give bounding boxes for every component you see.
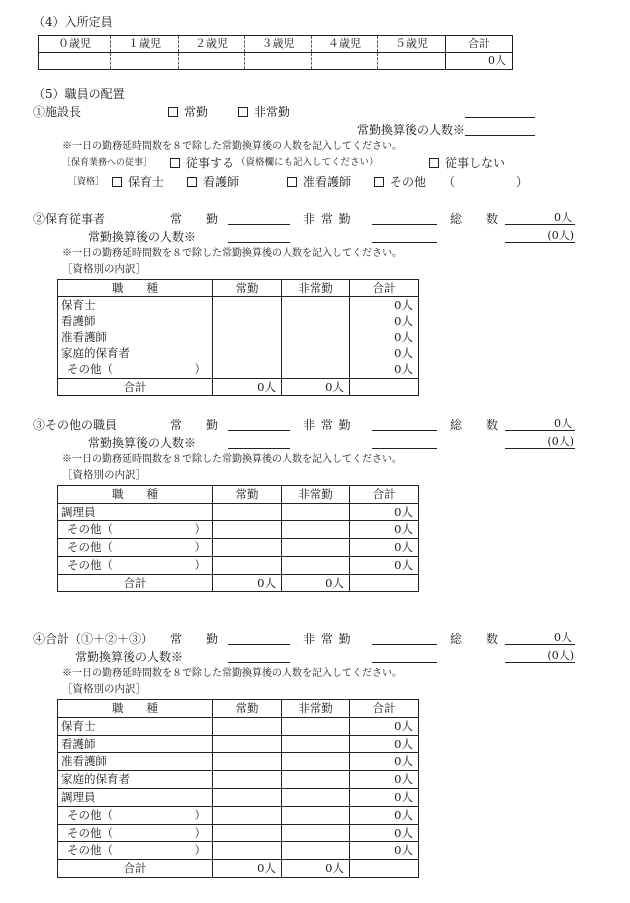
fte-note: ※一日の勤務延時間数を８で除した常勤換算後の人数を記入してください。 <box>62 668 402 679</box>
row-total-cell: 0人 <box>350 297 419 314</box>
row-total-cell: 0人 <box>350 556 419 574</box>
option-label: 常勤 <box>184 105 209 119</box>
col-header-job-type: 職 種 <box>58 280 213 297</box>
parttime-count-cell[interactable] <box>282 503 350 521</box>
capacity-header-age3: ３歳児 <box>245 36 312 53</box>
fulltime-count-cell[interactable] <box>213 806 282 824</box>
table-total-row <box>58 574 419 592</box>
row-total-cell: 0人 <box>350 345 419 361</box>
table-row <box>58 345 419 361</box>
fulltime-label: 常 勤 <box>170 418 219 432</box>
option-label: 准看護師 <box>303 175 352 189</box>
sum-label: 総 数 <box>450 418 499 432</box>
job-type-cell[interactable] <box>58 361 213 378</box>
fulltime-count-field[interactable] <box>228 632 290 645</box>
sum-fte-value: (0人) <box>547 229 574 242</box>
parttime-count-cell[interactable] <box>282 521 350 539</box>
job-type-label: その他（ <box>67 522 113 537</box>
checkbox[interactable] <box>112 177 122 187</box>
qualification-option-assistant-nurse[interactable] <box>287 175 351 189</box>
job-type-cell[interactable] <box>58 521 213 539</box>
sum-fte-field <box>505 436 575 449</box>
job-type-close-paren: ） <box>194 825 206 840</box>
fulltime-count-cell[interactable] <box>213 717 282 735</box>
row-total-cell: 0人 <box>350 717 419 735</box>
job-type-label: 看護師 <box>61 736 96 751</box>
capacity-input-age1[interactable] <box>111 53 179 70</box>
parttime-count-cell[interactable] <box>282 329 350 345</box>
fte-label: 常勤換算後の人数※ <box>75 650 184 664</box>
total-staff-section <box>0 631 630 876</box>
fulltime-count-cell[interactable] <box>213 539 282 557</box>
job-type-cell <box>58 735 213 753</box>
job-type-close-paren: ） <box>194 522 206 537</box>
sum-fte-value: (0人) <box>547 435 574 448</box>
col-header-job-type: 職 種 <box>58 486 213 504</box>
total-row-label: 合計 <box>58 574 213 592</box>
table-total-row <box>58 860 419 878</box>
capacity-header-age5: ５歳児 <box>378 36 446 53</box>
option-label: 非常勤 <box>254 105 291 119</box>
table-row <box>58 361 419 378</box>
parttime-count-cell[interactable] <box>282 753 350 771</box>
parttime-fte-field[interactable] <box>372 230 437 243</box>
fulltime-label: 常 勤 <box>170 212 219 226</box>
job-type-label: 調理員 <box>61 504 96 519</box>
total-fulltime-cell: 0人 <box>213 860 282 878</box>
job-type-label: 保育士 <box>61 298 96 313</box>
total-parttime-cell: 0人 <box>282 378 350 395</box>
table-row <box>58 717 419 735</box>
fte-note: ※一日の勤務延時間数を８で除した常勤換算後の人数を記入してください。 <box>62 454 402 465</box>
parttime-count-cell[interactable] <box>282 361 350 378</box>
col-header-fulltime: 常勤 <box>213 486 282 504</box>
row-total-cell: 0人 <box>350 503 419 521</box>
fulltime-count-cell[interactable] <box>213 503 282 521</box>
job-type-label: その他（ <box>67 540 113 555</box>
qualification-option-other[interactable] <box>374 175 426 189</box>
table-row <box>58 806 419 824</box>
checkbox[interactable] <box>170 158 180 168</box>
breakdown-label: ［資格別の内訳］ <box>62 683 146 695</box>
option-label: 従事する <box>186 156 235 170</box>
breakdown-label: ［資格別の内訳］ <box>62 469 146 481</box>
col-header-parttime: 非常勤 <box>282 700 350 718</box>
sum-count-field <box>505 212 575 225</box>
job-type-cell <box>58 717 213 735</box>
director-fte-field[interactable] <box>465 123 535 136</box>
capacity-input-age5[interactable] <box>378 53 446 70</box>
table-row <box>58 503 419 521</box>
row-total-cell: 0人 <box>350 753 419 771</box>
job-type-close-paren: ） <box>194 540 206 555</box>
table-row <box>58 556 419 574</box>
job-type-close-paren: ） <box>194 557 206 572</box>
sum-count-field <box>505 418 575 431</box>
capacity-input-age3[interactable] <box>245 53 312 70</box>
director-fte-label: 常勤換算後の人数※ <box>357 123 466 137</box>
row-total-cell: 0人 <box>350 788 419 806</box>
job-type-cell <box>58 753 213 771</box>
col-header-total: 合計 <box>350 700 419 718</box>
table-row <box>58 842 419 860</box>
total-title: ④合計（①＋②＋③） <box>33 632 154 646</box>
parttime-fte-field[interactable] <box>372 436 437 449</box>
col-header-parttime: 非常勤 <box>282 280 350 297</box>
fulltime-count-field[interactable] <box>228 212 290 225</box>
parttime-count-field[interactable] <box>372 418 437 431</box>
fulltime-count-cell[interactable] <box>213 556 282 574</box>
total-grand-cell <box>350 860 419 878</box>
job-type-cell <box>58 503 213 521</box>
fulltime-count-cell[interactable] <box>213 361 282 378</box>
row-total-cell: 0人 <box>350 521 419 539</box>
qualification-option-nursery-teacher[interactable] <box>112 175 164 189</box>
option-label: 従事しない <box>445 156 506 170</box>
total-grand-cell <box>350 574 419 592</box>
sum-label: 総 数 <box>450 632 499 646</box>
job-type-cell[interactable] <box>58 842 213 860</box>
checkbox[interactable] <box>187 177 197 187</box>
table-total-row <box>58 378 419 395</box>
caregivers-breakdown-table <box>57 279 419 396</box>
job-type-label: 准看護師 <box>61 330 107 345</box>
row-total-cell: 0人 <box>350 313 419 329</box>
total-parttime-cell: 0人 <box>282 574 350 592</box>
parttime-count-cell[interactable] <box>282 297 350 314</box>
fulltime-count-cell[interactable] <box>213 753 282 771</box>
breakdown-label: ［資格別の内訳］ <box>62 263 146 275</box>
fte-label: 常勤換算後の人数※ <box>88 230 197 244</box>
qualification-label: ［資格］ <box>68 177 105 187</box>
parttime-count-field[interactable] <box>372 632 437 645</box>
sum-fte-field <box>505 650 575 663</box>
duty-no-option[interactable] <box>429 156 505 170</box>
table-row <box>58 753 419 771</box>
sum-value: 0人 <box>554 211 572 224</box>
parttime-count-cell[interactable] <box>282 313 350 329</box>
others-breakdown-table <box>57 485 419 592</box>
parttime-count-cell[interactable] <box>282 824 350 842</box>
parttime-count-cell[interactable] <box>282 842 350 860</box>
parttime-count-cell[interactable] <box>282 788 350 806</box>
table-row <box>58 788 419 806</box>
fulltime-count-cell[interactable] <box>213 297 282 314</box>
job-type-label: 准看護師 <box>61 754 107 769</box>
col-header-parttime: 非常勤 <box>282 486 350 504</box>
sum-fte-field <box>505 230 575 243</box>
capacity-header-age0: ０歳児 <box>39 36 111 53</box>
capacity-header-age2: ２歳児 <box>179 36 245 53</box>
duty-yes-option[interactable] <box>170 156 379 170</box>
fte-note: ※一日の勤務延時間数を８で除した常勤換算後の人数を記入してください。 <box>62 248 402 259</box>
job-type-cell <box>58 771 213 789</box>
table-row <box>58 771 419 789</box>
qualification-other-open-paren: （ <box>443 175 456 189</box>
duty-label: ［保育業務への従事］ <box>62 158 153 168</box>
fulltime-count-cell[interactable] <box>213 771 282 789</box>
parttime-fte-field[interactable] <box>372 650 437 663</box>
job-type-label: その他（ <box>67 825 113 840</box>
total-fulltime-cell: 0人 <box>213 574 282 592</box>
capacity-total-value: 0人 <box>446 53 513 70</box>
total-fulltime-cell: 0人 <box>213 378 282 395</box>
checkbox[interactable] <box>238 107 248 117</box>
sum-fte-value: (0人) <box>547 649 574 662</box>
job-type-cell[interactable] <box>58 824 213 842</box>
row-total-cell: 0人 <box>350 842 419 860</box>
job-type-label: その他（ <box>67 557 113 572</box>
total-grand-cell <box>350 378 419 395</box>
caregivers-section <box>0 211 630 394</box>
capacity-input-age2[interactable] <box>179 53 245 70</box>
parttime-count-cell[interactable] <box>282 556 350 574</box>
parttime-label: 非 常 勤 <box>303 212 352 226</box>
fulltime-count-cell[interactable] <box>213 824 282 842</box>
job-type-label: 家庭的保育者 <box>61 346 130 361</box>
fulltime-count-field[interactable] <box>228 418 290 431</box>
job-type-label: その他（ <box>67 807 113 822</box>
checkbox[interactable] <box>429 158 439 168</box>
col-header-fulltime: 常勤 <box>213 280 282 297</box>
fte-label: 常勤換算後の人数※ <box>88 436 197 450</box>
job-type-label: 看護師 <box>61 314 96 329</box>
row-total-cell: 0人 <box>350 361 419 378</box>
capacity-header-row <box>39 36 513 53</box>
sum-count-field <box>505 632 575 645</box>
row-total-cell: 0人 <box>350 806 419 824</box>
row-total-cell: 0人 <box>350 771 419 789</box>
checkbox[interactable] <box>374 177 384 187</box>
job-type-close-paren: ） <box>194 362 206 377</box>
table-header-row <box>58 486 419 504</box>
fulltime-count-cell[interactable] <box>213 313 282 329</box>
option-label: 保育士 <box>128 175 165 189</box>
job-type-close-paren: ） <box>194 807 206 822</box>
col-header-job-type: 職 種 <box>58 700 213 718</box>
fulltime-fte-field[interactable] <box>228 436 290 449</box>
staff-section-title: （5）職員の配置 <box>33 87 125 101</box>
capacity-input-age0[interactable] <box>39 53 111 70</box>
capacity-section-title: （4）入所定員 <box>33 15 113 29</box>
parttime-count-cell[interactable] <box>282 735 350 753</box>
job-type-cell <box>58 313 213 329</box>
total-row-label: 合計 <box>58 860 213 878</box>
job-type-cell[interactable] <box>58 539 213 557</box>
job-type-label: 保育士 <box>61 718 96 733</box>
job-type-cell <box>58 788 213 806</box>
qualification-other-close-paren: ） <box>516 175 529 189</box>
parttime-label: 非 常 勤 <box>303 632 352 646</box>
option-label: 看護師 <box>203 175 240 189</box>
table-header-row <box>58 280 419 297</box>
table-row <box>58 313 419 329</box>
row-total-cell: 0人 <box>350 824 419 842</box>
total-parttime-cell: 0人 <box>282 860 350 878</box>
job-type-label: 家庭的保育者 <box>61 772 130 787</box>
director-parttime-option[interactable] <box>238 105 290 119</box>
fulltime-count-cell[interactable] <box>213 788 282 806</box>
other-staff-section <box>0 417 630 590</box>
fulltime-fte-field[interactable] <box>228 650 290 663</box>
director-title: ①施設長 <box>33 105 82 119</box>
fulltime-label: 常 勤 <box>170 632 219 646</box>
table-row <box>58 329 419 345</box>
table-header-row <box>58 700 419 718</box>
table-row <box>58 824 419 842</box>
parttime-count-cell[interactable] <box>282 539 350 557</box>
capacity-header-age4: ４歳児 <box>312 36 378 53</box>
job-type-cell <box>58 329 213 345</box>
fulltime-count-cell[interactable] <box>213 842 282 860</box>
sum-value: 0人 <box>554 417 572 430</box>
option-label: その他 <box>390 175 427 189</box>
table-row <box>58 297 419 314</box>
capacity-input-age4[interactable] <box>312 53 378 70</box>
job-type-cell[interactable] <box>58 556 213 574</box>
table-row <box>58 735 419 753</box>
col-header-total: 合計 <box>350 280 419 297</box>
option-note: （資格欄にも記入してください） <box>236 157 379 168</box>
capacity-value-row <box>39 53 513 70</box>
others-title: ③その他の職員 <box>33 418 118 432</box>
job-type-cell <box>58 345 213 361</box>
job-type-label: その他（ <box>67 362 113 377</box>
fulltime-fte-field[interactable] <box>228 230 290 243</box>
job-type-label: 調理員 <box>61 789 96 804</box>
table-row <box>58 539 419 557</box>
director-count-field[interactable] <box>465 105 535 118</box>
row-total-cell: 0人 <box>350 539 419 557</box>
row-total-cell: 0人 <box>350 735 419 753</box>
checkbox[interactable] <box>287 177 297 187</box>
col-header-total: 合計 <box>350 486 419 504</box>
parttime-count-cell[interactable] <box>282 345 350 361</box>
checkbox[interactable] <box>168 107 178 117</box>
col-header-fulltime: 常勤 <box>213 700 282 718</box>
fulltime-count-cell[interactable] <box>213 345 282 361</box>
parttime-count-field[interactable] <box>372 212 437 225</box>
fulltime-count-cell[interactable] <box>213 521 282 539</box>
row-total-cell: 0人 <box>350 329 419 345</box>
total-row-label: 合計 <box>58 378 213 395</box>
fulltime-count-cell[interactable] <box>213 329 282 345</box>
sum-value: 0人 <box>554 631 572 644</box>
parttime-count-cell[interactable] <box>282 806 350 824</box>
total-breakdown-table <box>57 699 419 878</box>
parttime-count-cell[interactable] <box>282 771 350 789</box>
parttime-label: 非 常 勤 <box>303 418 352 432</box>
qualification-option-nurse[interactable] <box>187 175 239 189</box>
parttime-count-cell[interactable] <box>282 717 350 735</box>
caregivers-title: ②保育従事者 <box>33 212 106 226</box>
qualification-other-input[interactable] <box>458 175 514 189</box>
capacity-header-age1: １歳児 <box>111 36 179 53</box>
job-type-close-paren: ） <box>194 843 206 858</box>
fulltime-count-cell[interactable] <box>213 735 282 753</box>
job-type-cell[interactable] <box>58 806 213 824</box>
sum-label: 総 数 <box>450 212 499 226</box>
fte-note: ※一日の勤務延時間数を８で除した常勤換算後の人数を記入してください。 <box>62 141 402 152</box>
job-type-cell <box>58 297 213 314</box>
capacity-header-total: 合計 <box>446 36 513 53</box>
director-fulltime-option[interactable] <box>168 105 208 119</box>
table-row <box>58 521 419 539</box>
job-type-label: その他（ <box>67 843 113 858</box>
capacity-table <box>38 35 513 70</box>
